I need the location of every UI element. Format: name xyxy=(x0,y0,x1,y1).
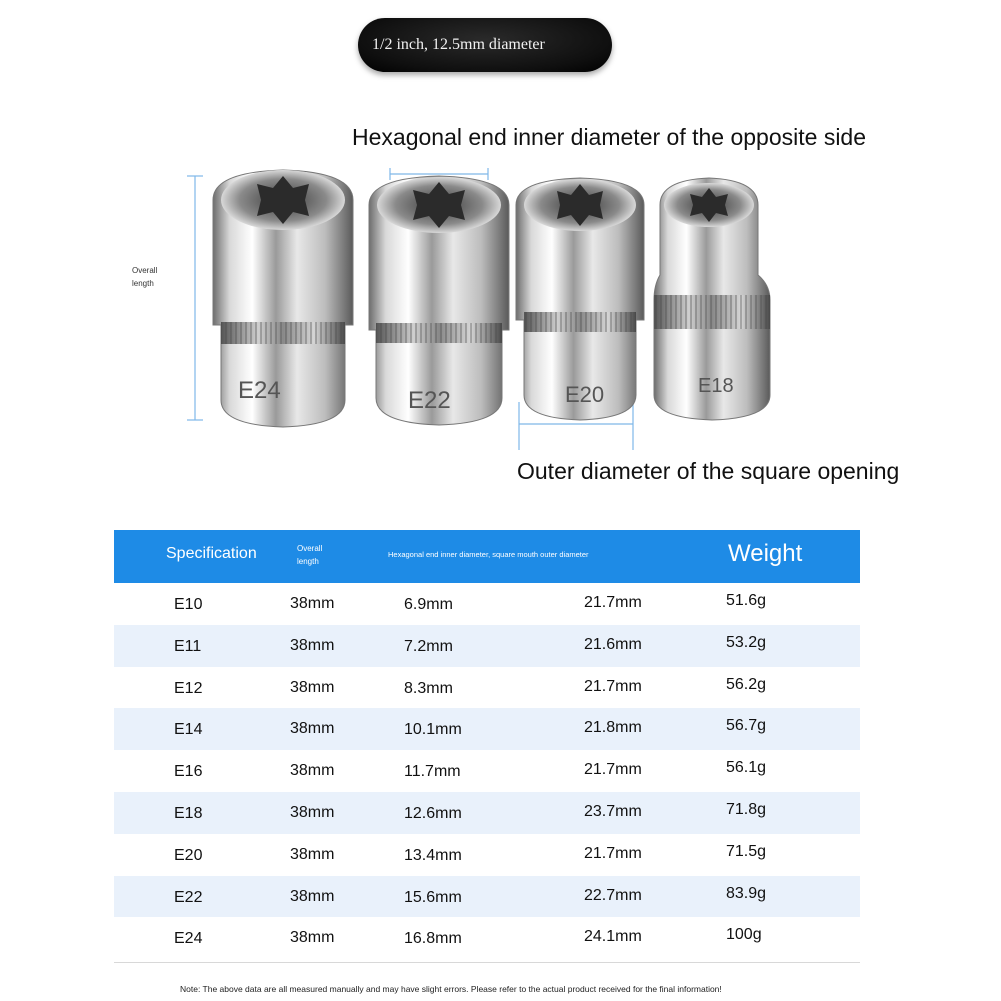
table-row xyxy=(114,708,860,750)
header-weight: Weight xyxy=(728,540,803,567)
table-row xyxy=(114,792,860,834)
header-overall-length: Overall length xyxy=(297,544,323,566)
cell-weight: 56.7g xyxy=(726,717,767,735)
cell-weight: 51.6g xyxy=(726,592,767,609)
cell-square-diameter: 22.7mm xyxy=(584,886,642,904)
cell-square-diameter: 24.1mm xyxy=(584,928,642,946)
socket-e18-engraving: E18 xyxy=(698,375,734,397)
cell-hex-diameter: 8.3mm xyxy=(404,679,453,697)
cell-hex-diameter: 15.6mm xyxy=(404,888,462,906)
cell-weight: 71.8g xyxy=(726,800,767,818)
cell-hex-diameter: 6.9mm xyxy=(404,596,453,613)
cell-weight: 56.2g xyxy=(726,675,767,693)
cell-length: 38mm xyxy=(290,720,335,738)
table-row xyxy=(114,750,860,792)
cell-spec: E20 xyxy=(174,846,203,864)
cell-hex-diameter: 16.8mm xyxy=(404,930,462,948)
cell-spec: E11 xyxy=(174,637,202,655)
cell-square-diameter: 21.6mm xyxy=(584,635,642,653)
cell-spec: E14 xyxy=(174,721,203,739)
cell-square-diameter: 21.7mm xyxy=(584,594,642,611)
cell-length: 38mm xyxy=(290,929,335,947)
hex-end-caption: Hexagonal end inner diameter of the opposite side xyxy=(352,124,867,150)
table-row xyxy=(114,667,860,709)
cell-square-diameter: 21.8mm xyxy=(584,719,642,737)
size-banner-text: 1/2 inch, 12.5mm diameter xyxy=(372,36,545,53)
cell-hex-diameter: 10.1mm xyxy=(404,721,462,739)
cell-weight: 71.5g xyxy=(726,842,767,860)
cell-spec: E12 xyxy=(174,679,203,697)
cell-square-diameter: 21.7mm xyxy=(584,677,642,695)
cell-weight: 100g xyxy=(726,926,762,944)
cell-length: 38mm xyxy=(290,887,335,905)
overall-length-dimension xyxy=(187,176,203,420)
table-row xyxy=(114,917,860,959)
table-row xyxy=(114,876,860,918)
cell-length: 38mm xyxy=(290,845,335,863)
cell-spec: E18 xyxy=(174,804,203,822)
cell-length: 38mm xyxy=(290,636,335,654)
outer-square-caption: Outer diameter of the square opening xyxy=(517,458,900,484)
cell-hex-diameter: 11.7mm xyxy=(404,763,461,781)
table-row xyxy=(114,583,860,625)
socket-e24-engraving: E24 xyxy=(238,377,281,404)
header-specification: Specification xyxy=(166,545,257,562)
socket-e22 xyxy=(369,176,509,425)
footer-note: Note: The above data are all measured manually and may have slight errors. Please refer to the actual product received for the final information! xyxy=(180,984,722,994)
cell-square-diameter: 21.7mm xyxy=(584,844,642,862)
cell-weight: 83.9g xyxy=(726,884,767,902)
header-diameters: Hexagonal end inner diameter, square mouth outer diameter xyxy=(388,550,589,559)
cell-square-diameter: 23.7mm xyxy=(584,802,642,820)
socket-e20 xyxy=(516,178,644,420)
overall-length-caption: Overall length xyxy=(132,266,158,288)
cell-length: 38mm xyxy=(290,803,335,821)
socket-e24 xyxy=(213,170,353,427)
cell-spec: E22 xyxy=(174,888,203,906)
cell-square-diameter: 21.7mm xyxy=(584,761,642,779)
socket-e20-engraving: E20 xyxy=(565,382,605,407)
spec-table xyxy=(114,530,860,959)
cell-spec: E24 xyxy=(174,930,203,948)
footer-divider xyxy=(114,962,860,963)
socket-e18 xyxy=(654,178,770,420)
cell-hex-diameter: 7.2mm xyxy=(404,637,453,655)
table-row xyxy=(114,625,860,667)
table-row xyxy=(114,834,860,876)
spec-table-header xyxy=(114,530,860,583)
cell-length: 38mm xyxy=(290,678,335,696)
socket-e22-engraving: E22 xyxy=(408,387,451,414)
cell-length: 38mm xyxy=(290,595,335,612)
cell-spec: E10 xyxy=(174,596,203,613)
cell-weight: 56.1g xyxy=(726,759,767,777)
cell-weight: 53.2g xyxy=(726,633,767,651)
cell-hex-diameter: 13.4mm xyxy=(404,846,462,864)
cell-hex-diameter: 12.6mm xyxy=(404,804,462,822)
cell-length: 38mm xyxy=(290,762,335,780)
cell-spec: E16 xyxy=(174,763,203,781)
